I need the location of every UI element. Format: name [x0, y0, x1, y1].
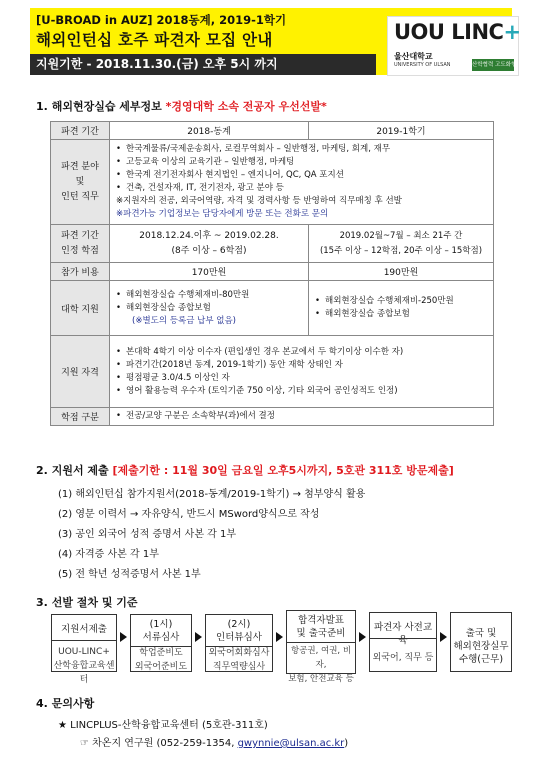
list-item: • 한국계 전기전자회사 현지법인 – 엔지니어, QC, QA 포지션 — [126, 169, 489, 182]
document-list — [58, 485, 365, 585]
support-winter-note: (※별도의 등록금 납부 없음) — [132, 315, 236, 326]
arrow-right-icon — [440, 632, 447, 642]
step-divider — [370, 638, 436, 639]
fee-label: 참가 비용 — [51, 263, 110, 281]
step-title: 파견자 사전교육 — [373, 622, 433, 646]
support-spring-list — [313, 295, 489, 321]
step-application — [51, 614, 117, 685]
arrow-right-icon — [120, 632, 127, 642]
credit-label: 학점 구분 — [51, 408, 110, 426]
section-1-heading: 1. 해외현장실습 세부정보 *경영대학 소속 전공자 우선선발* — [36, 100, 327, 113]
linc-logo — [387, 16, 519, 76]
step-body: 외국어회화심사 직무역량심사 — [208, 648, 270, 672]
credit-list — [114, 410, 489, 423]
support-label: 대학 지원 — [51, 281, 110, 336]
table-row — [51, 408, 494, 426]
table-row — [51, 281, 494, 336]
table-row — [51, 225, 494, 263]
field-label: 파견 분야 및 인턴 직무 — [51, 140, 110, 225]
details-table — [50, 121, 494, 426]
step-title: 출국 및 해외현장실무 수행(근무) — [453, 628, 509, 665]
section-2-note: [제출기한 : 11월 30일 금요일 오후5시까지, 5호관 311호 방문제출] — [112, 464, 454, 477]
table-row — [51, 140, 494, 225]
list-item: • 파견기간(2018년 동계, 2019-1학기) 동안 재학 상태인 자 — [126, 359, 489, 372]
list-item: (1) 해외인턴십 참가지원서(2018-동계/2019-1학기) → 첨부양식 활용 — [58, 489, 366, 500]
email-link[interactable]: gwynnie@ulsan.ac.kr — [237, 738, 345, 749]
logo-badge: 산학협력 고도화형 — [472, 59, 514, 71]
arrow-right-icon — [359, 632, 366, 642]
step-announcement — [286, 610, 356, 684]
step-body: 항공권, 여권, 비자, 보험, 안전교육 등 — [288, 646, 354, 684]
contact-info — [58, 717, 348, 753]
section-1-note: *경영대학 소속 전공자 우선선발* — [165, 100, 327, 113]
header-label-period: 파견 기간 — [51, 122, 110, 140]
list-item: • 해외현장실습 수행체재비-80만원 — [126, 289, 304, 302]
logo-university: 울산대학교 — [394, 52, 433, 61]
contact-office: ★ LINCPLUS-산학융합교육센터 (5호관-311호) — [58, 720, 268, 731]
step-body: 학업준비도 외국어준비도 — [134, 648, 188, 672]
step-title: 합격자발표 및 출국준비 — [296, 615, 346, 639]
support-winter — [110, 281, 309, 336]
contact-person: ☞ 차온지 연구원 (052-259-1354, gwynnie@ulsan.ac.kr) — [80, 738, 349, 749]
field-note-2: ※파견가능 기업정보는 담당자에게 방문 또는 전화로 문의 — [116, 209, 329, 219]
list-item: • 해외현장실습 종합보험 — [325, 308, 489, 321]
program-subtitle: [U-BROAD in AUZ] 2018동계, 2019-1학기 — [36, 13, 287, 27]
step-divider — [52, 640, 116, 641]
qualification-label: 지원 자격 — [51, 336, 110, 408]
list-item: • 해외현장실습 수행체재비-250만원 — [325, 295, 489, 308]
period-label: 파견 기간 인정 학점 — [51, 225, 110, 263]
section-4-heading: 4. 문의사항 — [36, 697, 95, 710]
support-spring — [309, 281, 494, 336]
list-item: • 해외현장실습 종합보험 — [126, 302, 304, 315]
step-body: UOU-LINC+ 산학융합교육센터 — [53, 647, 115, 685]
step-title: (1시) 서류심사 — [142, 619, 180, 643]
period-spring: 2019.02월~7월 – 최소 21주 간 (15주 이상 – 12학점, 20주 이상 – 15학점) — [309, 225, 494, 263]
list-item: • 전공/교양 구분은 소속학부(과)에서 결정 — [126, 410, 489, 423]
step-document-review — [130, 614, 192, 672]
header-banner — [30, 8, 521, 75]
step-title: 지원서제출 — [61, 624, 107, 635]
header-spring: 2019-1학기 — [309, 122, 494, 140]
qualification-list — [114, 346, 489, 398]
list-item: • 본대학 4학기 이상 이수자 (편입생인 경우 본교에서 두 학기이상 이수한 자) — [126, 346, 489, 359]
section-2-heading: 2. 지원서 제출 [제출기한 : 11월 30일 금요일 오후5시까지, 5호관 311호 방문제출] — [36, 464, 454, 477]
step-body: 외국어, 직무 등 — [372, 653, 434, 663]
list-item: • 한국계물류/국제운송회사, 로컬무역회사 – 일반행정, 마케팅, 회계, 재무 — [126, 143, 489, 156]
arrow-right-icon — [195, 632, 202, 642]
table-row — [51, 122, 494, 140]
list-item: (4) 자격증 사본 각 1부 — [58, 549, 159, 560]
support-winter-list — [114, 289, 304, 315]
step-interview — [205, 614, 273, 672]
field-list — [114, 143, 489, 195]
step-pre-departure-training — [369, 612, 437, 672]
fee-spring: 190만원 — [309, 263, 494, 281]
step-title: (2시) 인터뷰심사 — [216, 619, 262, 643]
list-item: (5) 전 학년 성적증명서 사본 1부 — [58, 569, 201, 580]
page-title: 해외인턴십 호주 파견자 모집 안내 — [36, 31, 273, 49]
fee-winter: 170만원 — [110, 263, 309, 281]
step-departure — [450, 612, 512, 672]
logo-wordmark: UOU LINC+ — [394, 20, 521, 44]
list-item: • 평점평균 3.0/4.5 이상인 자 — [126, 372, 489, 385]
table-row — [51, 336, 494, 408]
list-item: • 건축, 건설자재, IT, 전기전자, 광고 분야 등 — [126, 182, 489, 195]
section-3-heading: 3. 선발 절차 및 기준 — [36, 596, 138, 609]
list-item: • 영어 활용능력 우수자 (토익기준 750 이상, 기타 외국어 공인성적도 인정) — [126, 385, 489, 398]
list-item: (3) 공인 외국어 성적 증명서 사본 각 1부 — [58, 529, 237, 540]
field-cell — [110, 140, 494, 225]
credit-cell — [110, 408, 494, 426]
field-note-1: ※지원자의 전공, 외국어역량, 자격 및 경력사항 등 반영하여 직무매칭 후 선발 — [116, 196, 402, 206]
list-item: (2) 영문 이력서 → 자유양식, 반드시 MSword양식으로 작성 — [58, 509, 320, 520]
table-row — [51, 263, 494, 281]
header-winter: 2018-동계 — [110, 122, 309, 140]
deadline-bar: 지원기한 - 2018.11.30.(금) 오후 5시 까지 — [30, 54, 376, 75]
qualification-cell — [110, 336, 494, 408]
arrow-right-icon — [276, 632, 283, 642]
period-winter: 2018.12.24.이후 ~ 2019.02.28. (8주 이상 – 6학점) — [110, 225, 309, 263]
step-divider — [287, 642, 355, 643]
list-item: • 고등교육 이상의 교육기관 – 일반행정, 마케팅 — [126, 156, 489, 169]
logo-university-en: UNIVERSITY OF ULSAN — [394, 62, 451, 68]
